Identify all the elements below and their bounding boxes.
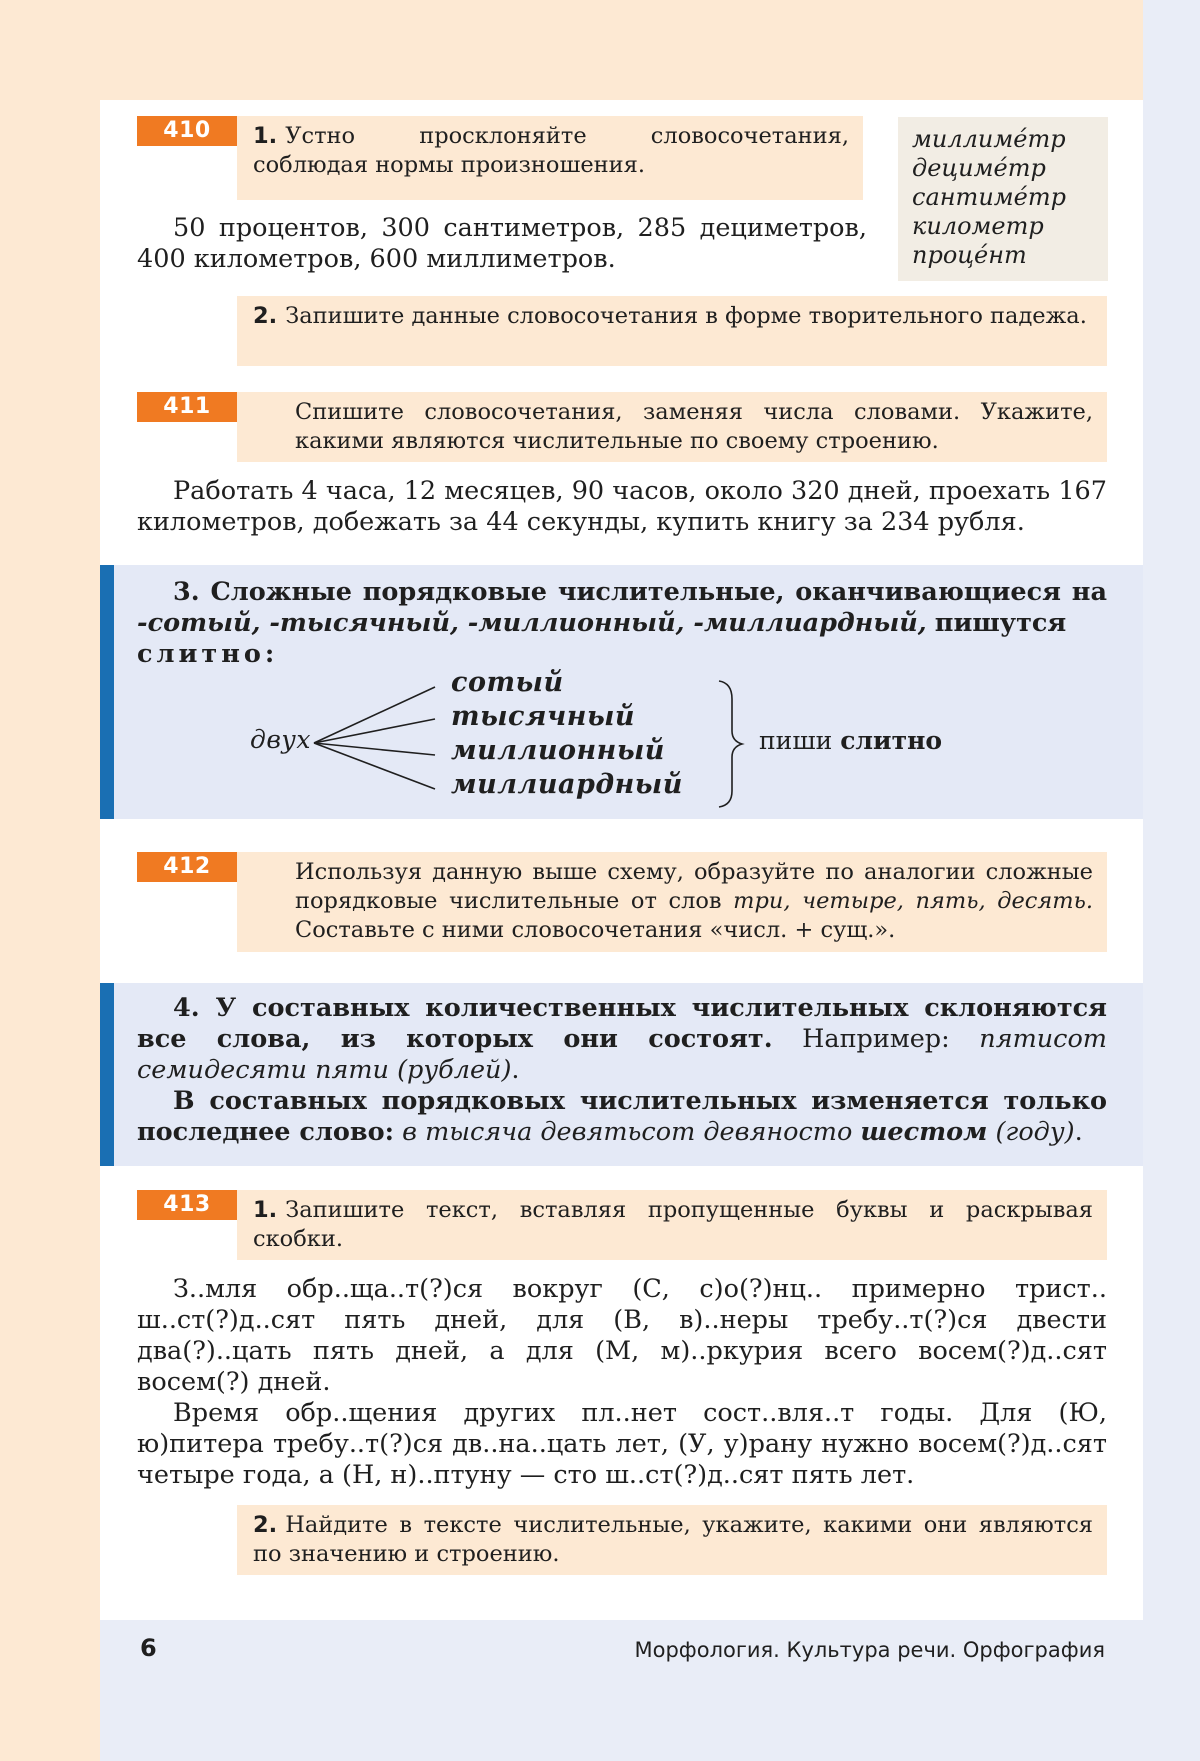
task-text: Запишите текст, вставляя пропущенные буквы и раскрывая скобки. bbox=[253, 1197, 1093, 1252]
rule-plain-text: Например: bbox=[802, 1024, 950, 1054]
exercise-paragraph: З..мля обр..ща..т(?)ся вокруг (С, с)о(?)нц.. примерно трист.. ш..ст(?)д..сят пять дней, для (В, в)..неры требу..т(?)ся двести два(?)..цать пять дней, а для (М, м)..ркурия всего восем(?)д..сят восем(?) дней. bbox=[137, 1274, 1107, 1397]
rule-4-paragraph-1 bbox=[137, 993, 1107, 1086]
rule-example-paren: (рублей) bbox=[397, 1055, 512, 1085]
rule-punct: . bbox=[1074, 1117, 1083, 1147]
exercise-410-text bbox=[137, 213, 867, 275]
exercise-413-task-2 bbox=[237, 1505, 1107, 1575]
task-text: Найдите в тексте числительные, укажите, какими они являются по значению и строению. bbox=[253, 1512, 1093, 1567]
scheme-note-bold: слитно bbox=[840, 726, 943, 755]
rule-example-bold: шестом bbox=[860, 1117, 988, 1147]
task-text-italic: три, четыре, пять, десять. bbox=[733, 888, 1094, 914]
exercise-413-text bbox=[137, 1274, 1107, 1491]
gloss-word: децимéтр bbox=[912, 154, 1046, 182]
rule-endings: -сотый, -тысячный, -миллионный, -миллиардный, bbox=[137, 608, 927, 638]
gloss-word: километр bbox=[912, 212, 1044, 240]
scheme-note-plain: пиши bbox=[759, 726, 833, 755]
page-margin-left bbox=[0, 0, 100, 1761]
branch-line bbox=[314, 743, 435, 789]
curly-brace bbox=[719, 681, 742, 807]
task-text: Устно просклоняйте словосочетания, соблюдая нормы произношения. bbox=[253, 123, 849, 178]
scheme-word-sotyi: сотый bbox=[451, 667, 564, 698]
task-text: Спишите словосочетания, заменяя числа словами. Укажите, какими являются числительные по своему строению. bbox=[295, 399, 1093, 454]
exercise-411-text bbox=[137, 476, 1107, 538]
task-number: 1. bbox=[253, 1197, 278, 1223]
pronunciation-gloss bbox=[898, 117, 1108, 281]
rule-4-paragraph-2 bbox=[137, 1086, 1107, 1148]
gloss-word: сантимéтр bbox=[912, 183, 1066, 211]
exercise-paragraph: Время обр..щения других пл..нет сост..вля..т годы. Для (Ю, ю)питера требу..т(?)ся дв..на..цать лет, (У, у)рану нужно восем(?)д..сят четыре года, а (Н, н)..птуну — сто ш..ст(?)д..сят пять лет. bbox=[137, 1398, 1107, 1490]
task-number: 1. bbox=[253, 123, 278, 149]
rule-verb: пишутся bbox=[934, 608, 1067, 638]
branch-line bbox=[314, 687, 435, 743]
exercise-number-410: 410 bbox=[137, 116, 237, 146]
scheme-word-millionnyi: миллионный bbox=[451, 735, 665, 766]
rule-example: пятисот семидесяти пяти bbox=[137, 1024, 1107, 1085]
task-text: Составьте с ними словосочетания «числ. + сущ.». bbox=[295, 917, 896, 943]
running-head: Морфология. Культура речи. Орфография bbox=[634, 1638, 1105, 1662]
rule-bold-text: В составных порядковых числительных изменяется только последнее слово: bbox=[137, 1086, 1107, 1147]
exercise-text: Работать 4 часа, 12 месяцев, 90 часов, около 320 дней, проехать 167 километров, добежать за 44 секунды, купить книгу за 234 рубля. bbox=[137, 476, 1107, 537]
exercise-412-task bbox=[237, 852, 1107, 952]
page-margin-top bbox=[0, 0, 1143, 100]
task-number: 2. bbox=[253, 1512, 278, 1538]
branch-line bbox=[314, 719, 435, 743]
gloss-word: миллиме́тр bbox=[912, 125, 1066, 153]
gloss-word: процéнт bbox=[912, 241, 1027, 269]
exercise-text: 50 процентов, 300 сантиметров, 285 дециметров, 400 километров, 600 миллиметров. bbox=[137, 213, 867, 274]
rule-example: в тысяча девятьсот девяносто bbox=[402, 1117, 853, 1147]
rule-box-3 bbox=[100, 565, 1143, 819]
rule-box-4 bbox=[100, 983, 1143, 1166]
rule-bold-text: 4. У составных количественных числительных склоняются все слова, из которых они состоят. bbox=[137, 993, 1107, 1054]
page-number: 6 bbox=[140, 1634, 157, 1662]
branch-line bbox=[314, 743, 435, 755]
exercise-number-413: 413 bbox=[137, 1190, 237, 1220]
rule-spaced-word: слитно bbox=[137, 639, 265, 669]
exercise-413-task-1 bbox=[237, 1190, 1107, 1260]
scheme-word-milliardnyi: миллиардный bbox=[451, 769, 683, 800]
rule-colon: : bbox=[264, 639, 275, 669]
rule-example-paren: (году) bbox=[995, 1117, 1075, 1147]
rule-punct: . bbox=[511, 1055, 520, 1085]
scheme-word-tysyachnyi: тысячный bbox=[451, 701, 636, 732]
task-number: 2. bbox=[253, 303, 278, 329]
exercise-411-task bbox=[237, 392, 1107, 462]
rule-4-text bbox=[137, 993, 1107, 1148]
exercise-410-task-1 bbox=[237, 116, 863, 200]
scheme-prefix: двух bbox=[250, 725, 311, 754]
exercise-number-412: 412 bbox=[137, 852, 237, 882]
rule-lead: 3. Сложные порядковые числительные, оканчивающиеся на bbox=[173, 577, 1107, 607]
scheme-note bbox=[759, 726, 942, 755]
exercise-number-411: 411 bbox=[137, 392, 237, 422]
task-text: Используя данную выше схему, образуйте по аналогии сложные порядковые числительные от слов bbox=[295, 859, 1093, 914]
task-text: Запишите данные словосочетания в форме творительного падежа. bbox=[285, 303, 1087, 329]
exercise-410-task-2 bbox=[237, 296, 1107, 366]
